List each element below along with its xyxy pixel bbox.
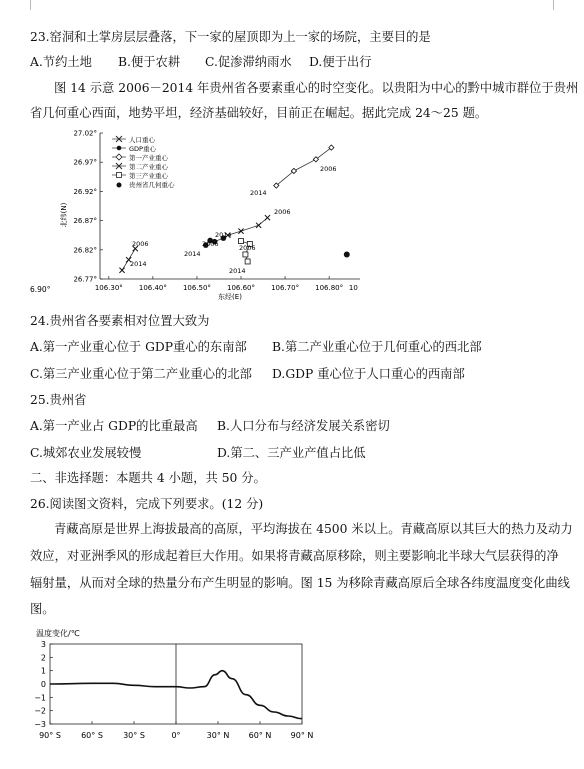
chart1-x-tick-label: 106.40° bbox=[138, 284, 167, 292]
legend-primary: 第一产业重心 bbox=[129, 154, 168, 162]
chart1-y-tick-label: 27.02° bbox=[73, 129, 97, 138]
chart2-x-tick-label: 90° N bbox=[290, 731, 314, 740]
chart1-x-tick-label: 106.50° bbox=[182, 284, 211, 292]
q23-stem: 23.窑洞和土掌房层层叠落，下一家的屋顶即为上一家的场院，主要目的是 bbox=[30, 30, 431, 44]
legend-tertiary: 第三产业重心 bbox=[129, 172, 168, 180]
chart2-y-tick-label: −2 bbox=[34, 706, 46, 716]
q24-option-b: B.第二产业重心位于几何重心的西北部 bbox=[272, 340, 482, 354]
legend-marker-tertiary bbox=[117, 173, 122, 178]
section-2-heading: 二、非选择题：本题共 4 小题，共 50 分。 bbox=[30, 471, 266, 485]
chart2-x-tick-label: 60° N bbox=[248, 731, 272, 740]
chart1-y-tick-label: 26.77° bbox=[73, 275, 97, 284]
q23-option-b: B.便于农耕 bbox=[118, 55, 181, 69]
label-primary-2014: 2014 bbox=[250, 189, 267, 197]
corner-mark-top-left bbox=[20, 0, 31, 10]
corner-mark-top-right bbox=[553, 0, 564, 10]
q26-paragraph-line-3: 辐射量，从而对全球的热量分布产生明显的影响。图 15 为移除青藏高原后全球各纬度温度变化曲线 bbox=[30, 576, 570, 590]
chart2-y-tick-label: 2 bbox=[40, 653, 46, 663]
chart2-y-tick-label: 0 bbox=[40, 680, 46, 689]
legend-marker-gdp bbox=[117, 146, 122, 151]
chart1-y-tick-label: 26.92° bbox=[73, 187, 97, 196]
temperature-change-chart bbox=[26, 624, 326, 764]
chart2-x-tick-label: 30° S bbox=[123, 731, 145, 740]
legend-marker-geometric bbox=[117, 183, 122, 188]
q23-option-c: C.促渗滞纳雨水 bbox=[205, 55, 292, 69]
chart1-legend bbox=[112, 135, 175, 189]
q26-paragraph-line-1: 青藏高原是世界上海拔最高的高原，平均海拔在 4500 米以上。青藏高原以其巨大的热力及动力 bbox=[54, 522, 573, 536]
point-secondary bbox=[238, 229, 243, 234]
point-secondary bbox=[256, 223, 261, 228]
chart2-y-tick-label: −1 bbox=[34, 693, 46, 703]
legend-gdp: GDP重心 bbox=[129, 145, 156, 153]
chart2-ylabel: 温度变化/℃ bbox=[36, 629, 80, 638]
q26-stem: 26.阅读图文资料，完成下列要求。(12 分) bbox=[30, 497, 264, 511]
q23-option-d: D.便于出行 bbox=[309, 55, 372, 69]
chart1-left-cut-label: 6.90° bbox=[30, 285, 51, 294]
label-primary-2006: 2006 bbox=[320, 165, 337, 173]
chart1-x-tick-label: 106.80° bbox=[315, 284, 344, 292]
point-population bbox=[119, 268, 124, 273]
point-secondary bbox=[265, 215, 270, 220]
q25-option-b: B.人口分布与经济发展关系密切 bbox=[217, 419, 390, 433]
chart1-y-tick-label: 26.87° bbox=[73, 217, 97, 226]
intro-line-1: 图 14 示意 2006－2014 年贵州省各要素重心的时空变化。以贵阳为中心的黔中城市群位于贵州 bbox=[54, 81, 579, 95]
q24-option-c: C.第三产业重心位于第二产业重心的北部 bbox=[30, 367, 252, 381]
label-tertiary-2006: 2006 bbox=[239, 244, 256, 252]
point-tertiary bbox=[239, 239, 244, 244]
chart1-x-tick-label: 106.70° bbox=[271, 284, 300, 292]
chart2-x-tick-label: 0° bbox=[171, 731, 181, 740]
legend-marker-primary bbox=[116, 154, 122, 160]
q25-stem: 25.贵州省 bbox=[30, 393, 87, 407]
chart1-x-tick-label: 106.30° bbox=[94, 284, 123, 292]
label-population-2014: 2014 bbox=[130, 260, 147, 268]
q25-option-c: C.城郊农业发展较慢 bbox=[30, 446, 142, 460]
chart2-x-tick-label: 30° N bbox=[206, 731, 230, 740]
label-tertiary-2014: 2014 bbox=[229, 267, 246, 275]
q24-option-a: A.第一产业重心位于 GDP重心的东南部 bbox=[30, 340, 247, 354]
legend-population: 人口重心 bbox=[129, 136, 155, 144]
chart1-y-tick-label: 26.82° bbox=[73, 246, 97, 255]
legend-geometric: 贵州省几何重心 bbox=[129, 181, 175, 189]
chart1-x-tick-label: 106.60° bbox=[227, 284, 256, 292]
chart1-xlabel: 东经(E) bbox=[218, 293, 242, 301]
intro-line-2: 省几何重心西面，地势平坦，经济基础较好，目前正在崛起。据此完成 24～25 题。 bbox=[30, 106, 488, 120]
q26-paragraph-line-4: 图。 bbox=[30, 602, 55, 616]
q26-paragraph-line-2: 效应，对亚洲季风的形成起着巨大作用。如果将青藏高原移除，则主要影响北半球大气层获得的净 bbox=[30, 549, 559, 563]
point-tertiary bbox=[243, 252, 248, 257]
chart1-ylabel: 北纬(N) bbox=[60, 202, 68, 228]
centroid-chart bbox=[30, 125, 370, 301]
q25-option-a: A.第一产业占 GDP的比重最高 bbox=[30, 419, 198, 433]
series-line-secondary bbox=[228, 218, 268, 236]
point-geometric bbox=[344, 251, 350, 257]
chart1-y-tick-label: 26.97° bbox=[73, 158, 97, 167]
q24-stem: 24.贵州省各要素相对位置大致为 bbox=[30, 314, 210, 328]
chart2-y-tick-label: 1 bbox=[40, 666, 46, 676]
chart2-x-tick-label: 90° S bbox=[39, 731, 61, 740]
q23-option-a: A.节约土地 bbox=[30, 55, 92, 69]
legend-secondary: 第二产业重心 bbox=[129, 163, 168, 171]
label-population-2006: 2006 bbox=[132, 240, 149, 248]
q24-option-d: D.GDP 重心位于人口重心的西南部 bbox=[272, 367, 465, 381]
label-secondary-2006: 2006 bbox=[274, 208, 291, 216]
label-gdp-2006: 2006 bbox=[202, 240, 219, 248]
label-secondary-2014: 2014 bbox=[215, 231, 232, 239]
chart1-x-tick-label: 10 bbox=[348, 284, 358, 292]
chart2-y-tick-label: −3 bbox=[34, 720, 46, 729]
q25-option-d: D.第二、三产业产值占比低 bbox=[217, 446, 366, 460]
point-tertiary bbox=[245, 259, 250, 264]
chart2-x-tick-label: 60° S bbox=[81, 731, 103, 740]
label-gdp-2014: 2014 bbox=[184, 250, 201, 258]
chart2-y-tick-label: 3 bbox=[40, 640, 46, 649]
